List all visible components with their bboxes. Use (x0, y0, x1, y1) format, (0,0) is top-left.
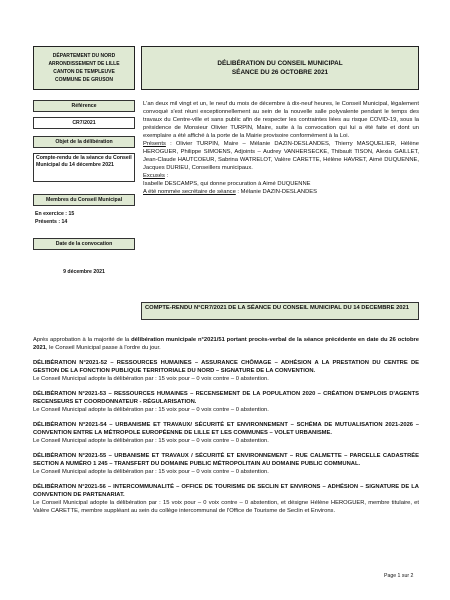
excuses-colon: : (164, 173, 169, 179)
date-convocation-value: 9 décembre 2021 (63, 269, 105, 275)
approbation-text-1: Après approbation à la majorité de la (33, 337, 132, 343)
deliberation-title: DÉLIBÉRATION N°2021-55 – URBANISME ET TRAVAUX / SÉCURITÉ ET ENVIRONNEMENT – RUE CALMETTE – PARCELLE CADASTRÉE SECTION A NUMÉRO 1 245 – TRANSFERT DU DOMAINE PUBLIC MÉTROPOLITAIN AU DOMAINE PUBLIC COMMUNAL. (33, 453, 419, 467)
deliberation-vote: Le Conseil Municipal adopte la délibération par : 15 voix pour – 0 voix contre – 0 abstention. (33, 469, 269, 475)
membres-presents: Présents : 14 (35, 219, 68, 225)
approbation-reference: délibération municipale n°2021/51 portant procès-verbal de la séance précédente en date du 26 octobre 2021 (33, 337, 419, 351)
reference-value: CR7/2021 (33, 117, 135, 129)
membres-label: Membres du Conseil Municipal (33, 194, 135, 206)
session-date-title: SÉANCE DU 26 OCTOBRE 2021 (231, 69, 329, 76)
deliberations-section (33, 336, 419, 522)
page-number: Page 1 sur 2 (384, 573, 414, 579)
document-title: DÉLIBÉRATION DU CONSEIL MUNICIPAL (217, 60, 343, 67)
deliberation-vote: Le Conseil Municipal adopte la délibération par : 15 voix pour – 0 voix contre – 0 abstention. (33, 407, 269, 413)
objet-value: Compte-rendu de la séance du Conseil Municipal du 14 décembre 2021 (33, 153, 135, 182)
meeting-intro-section (143, 100, 419, 196)
deliberation-item (33, 483, 419, 515)
deliberation-title: DÉLIBÉRATION N°2021-54 – URBANISME ET TRAVAUX/ SÉCURITÉ ET ENVIRONNEMENT – SCHÉMA DE MUTUALISATION 2021-2026 – CONVENTION ENTRE LA MÉTROPOLE EUROPÉENNE DE LILLE ET LES COMMUNES – VOLET URBANISME. (33, 422, 419, 436)
compte-rendu-title: COMPTE-RENDU N°CR7/2021 DE LA SÉANCE DU CONSEIL MUNICIPAL DU 14 DECEMBRE 2021 (141, 302, 419, 320)
secretaire-paragraph (143, 188, 419, 196)
presents-label: Présents (143, 141, 166, 147)
objet-label: Objet de la délibération (33, 136, 135, 148)
deliberation-item (33, 452, 419, 476)
presents-list: : Olivier TURPIN, Maire – Mélanie DAZIN-DESLANDES, Thierry MASQUELIER, Hélène HEROGUER, Philippe SIMOENS, Adjoints – Audrey VANHERSECKE, Thibault TISON, Alexia GAILLET, Jean-Claude HAUTCOEUR, Sabrina WATRELOT, Valère CARETTE, Hélène HAVRET, Aimé DUQUENNE, Jacques DURIEU, Conseillers municipaux. (143, 141, 419, 171)
deliberation-title: DÉLIBÉRATION N°2021-52 – RESSOURCES HUMAINES – ASSURANCE CHÔMAGE – ADHÉSION A LA PRESTATION DU CENTRE DE GESTION DE LA FONCTION PUBLIQUE TERRITORIALE DU NORD – SIGNATURE DE LA CONVENTION. (33, 360, 419, 374)
header-title-box (141, 46, 419, 90)
deliberation-vote: Le Conseil Municipal adopte la délibération par : 15 voix pour – 0 voix contre – 0 abstention, et désigne Hélène HEROGUER, membre titulaire, et Valère CARETTE, membre suppléant au sein du collège intercommunal de l'Office de Tourisme de Seclin et Environs. (33, 500, 419, 514)
deliberation-item (33, 421, 419, 445)
deliberation-vote: Le Conseil Municipal adopte la délibération par : 15 voix pour – 0 voix contre – 0 abstention. (33, 438, 269, 444)
header-commune: COMMUNE DE GRUSON (54, 77, 114, 83)
excuses-paragraph (143, 172, 419, 180)
secretaire-label: A été nommée secrétaire de séance (143, 189, 236, 195)
deliberation-title: DÉLIBÉRATION N°2021-56 – INTERCOMMUNALITÉ – OFFICE DE TOURISME DE SECLIN ET ENVIRONS – ADHÉSION – SIGNATURE DE LA CONVENTION DE PARTENARIAT. (33, 484, 419, 498)
reference-label: Référence (33, 100, 135, 112)
excuses-label: Excusés (143, 173, 165, 179)
header-commune-box (33, 46, 135, 90)
meeting-intro: L'an deux mil vingt et un, le neuf du mois de décembre à dix-neuf heures, le Conseil Municipal, légalement convoqué s'est réuni exceptionnellement au sein de la nouvelle salle polyvalente pendant le temps des travaux du Centre-ville et sans public afin de respecter les contraintes liées au risque COVID-19, sous la présidence de Monsieur Olivier TURPIN, Maire, suite à la convocation qui lui a été faite et dont un exemplaire a été affiché à la porte de la Mairie provisoire conformément à la Loi. (143, 101, 419, 139)
approbation-text-2: , le Conseil Municipal passe à l'ordre du jour. (45, 345, 161, 351)
date-convocation-label: Date de la convocation (33, 238, 135, 250)
presents-paragraph (143, 140, 419, 172)
header-arrondissement: ARRONDISSEMENT DE LILLE (48, 61, 120, 67)
secretaire-name: : Mélanie DAZIN-DESLANDES (235, 189, 317, 195)
header-departement: DÉPARTEMENT DU NORD (52, 53, 116, 59)
membres-en-exercice: En exercice : 15 (35, 211, 75, 217)
header-canton: CANTON DE TEMPLEUVE (53, 69, 115, 75)
deliberation-vote: Le Conseil Municipal adopte la délibération par : 15 voix pour – 0 voix contre – 0 abstention. (33, 376, 269, 382)
deliberation-item (33, 390, 419, 414)
deliberation-item (33, 359, 419, 383)
approbation-paragraph (33, 336, 419, 352)
excuses-detail: Isabelle DESCAMPS, qui donne procuration à Aimé DUQUENNE (143, 181, 311, 187)
deliberation-title: DÉLIBÉRATION N°2021-53 – RESSOURCES HUMAINES – RECENSEMENT DE LA POPULATION 2020 – CRÉATION D'EMPLOIS D'AGENTS RECENSEURS ET COORDONNATEUR - RÉGULARISATION. (33, 391, 419, 405)
